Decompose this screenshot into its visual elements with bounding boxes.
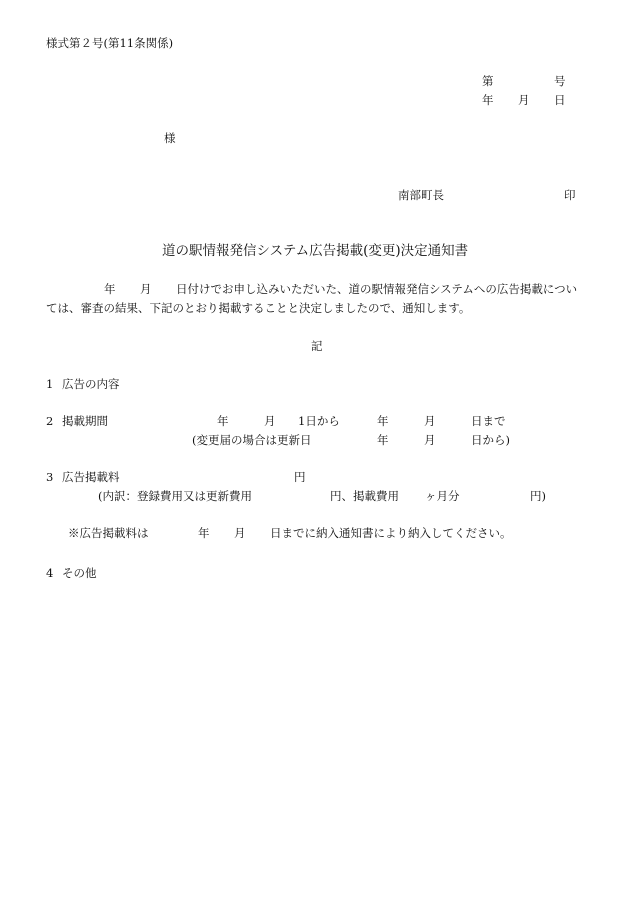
item3-number: 3 [46, 470, 54, 484]
note-prefix: ※広告掲載料は [68, 526, 149, 540]
item2-sub-year: 年 [377, 433, 389, 447]
item2-end-month: 月 [424, 414, 436, 428]
item2-number: 2 [46, 414, 54, 428]
header-year: 年 [482, 93, 494, 107]
header-go: 号 [554, 74, 566, 88]
note-year: 年 [198, 526, 210, 540]
item4-number: 4 [46, 566, 54, 580]
recipient-sama: 様 [164, 131, 176, 145]
item2-sub-day: 日から) [471, 433, 510, 447]
item1-number: 1 [46, 377, 54, 391]
item2-end-day: 日まで [471, 414, 506, 428]
header-day: 日 [554, 93, 566, 107]
item2-label: 掲載期間 [62, 414, 108, 428]
item2-sub-prefix: (変更届の場合は更新日 [192, 433, 312, 447]
item3-breakdown-end: 円) [530, 489, 546, 503]
body-year: 年 [104, 282, 116, 296]
item2-sub-month: 月 [424, 433, 436, 447]
note-suffix: 日までに納入通知書により納入してください。 [270, 526, 512, 540]
item2-start-day: 1日から [298, 414, 340, 428]
item2-end-year: 年 [377, 414, 389, 428]
sender-name: 南部町長 [398, 188, 444, 202]
header-dai: 第 [482, 74, 494, 88]
item2-start-month: 月 [264, 414, 276, 428]
item3-yen: 円 [294, 470, 306, 484]
item1-label: 広告の内容 [62, 377, 120, 391]
body-line2: ては、審査の結果、下記のとおり掲載することと決定しましたので、通知します。 [46, 301, 471, 315]
seal-mark: 印 [564, 188, 576, 202]
item4-label: その他 [62, 566, 97, 580]
item3-label: 広告掲載料 [62, 470, 120, 484]
header-month: 月 [518, 93, 530, 107]
body-month: 月 [140, 282, 152, 296]
item3-breakdown-prefix: (内訳：登録費用又は更新費用 [98, 489, 252, 503]
item3-breakdown-mid: 円、掲載費用 [330, 489, 399, 503]
item3-breakdown-months: ヶ月分 [425, 489, 460, 503]
item2-start-year: 年 [217, 414, 229, 428]
ki-heading: 記 [311, 339, 323, 353]
note-month: 月 [234, 526, 246, 540]
document-title: 道の駅情報発信システム広告掲載(変更)決定通知書 [162, 243, 469, 259]
body-line1: 日付けでお申し込みいただいた、道の駅情報発信システムへの広告掲載につい [176, 282, 578, 296]
form-number: 様式第２号(第11条関係) [46, 36, 174, 50]
